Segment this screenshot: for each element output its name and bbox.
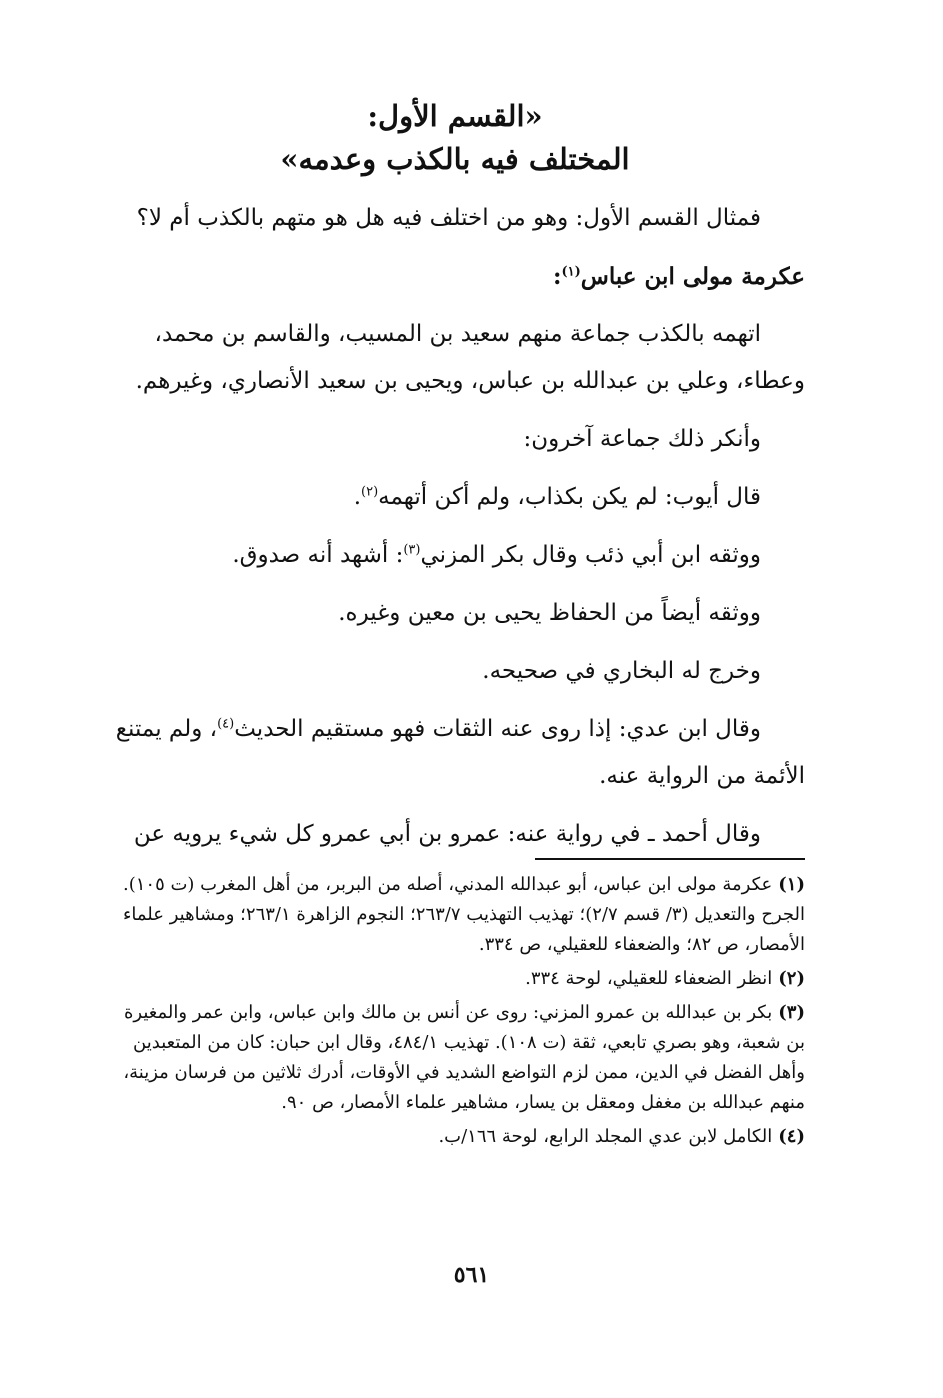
- footnote-3: [105, 998, 805, 1118]
- footnote-ref-4: (٤): [217, 716, 235, 732]
- ibn-adi-end: ، ولم يمتنع الأئمة من الرواية عنه.: [115, 716, 805, 789]
- footnote-1: [105, 870, 805, 960]
- ibn-adi-text: وقال ابن عدي: إذا روى عنه الثقات فهو مستقيم الحديث: [234, 716, 761, 742]
- ibn-main-paragraph: ووثقه أيضاً من الحفاظ يحيى بن معين وغيره.: [338, 600, 761, 626]
- footnote-number: (٢): [778, 968, 805, 989]
- footnote-separator: [535, 858, 805, 860]
- ayyub-end: .: [353, 484, 362, 510]
- ibn-adi-paragraph: [105, 706, 805, 800]
- ayyub-text: قال أيوب: لم يكن بكذاب، ولم أكن أتهمه: [378, 484, 761, 510]
- deniers-paragraph: وأنكر ذلك جماعة آخرون:: [523, 426, 761, 452]
- ibn-abi-dhib-text: ووثقه ابن أبي ذئب وقال بكر المزني: [420, 542, 761, 568]
- footnote-number: (٤): [778, 1126, 805, 1147]
- footnote-ref-1: (١): [561, 264, 581, 280]
- intro-paragraph: فمثال القسم الأول: وهو من اختلف فيه هل هو متهم بالكذب أم لا؟: [136, 205, 761, 231]
- page-number: ٥٦١: [453, 1262, 490, 1288]
- footnote-number: (٣): [778, 1002, 805, 1023]
- footnotes: [105, 868, 805, 1156]
- ibn-abi-dhib-end: : أشهد أنه صدوق.: [232, 542, 404, 568]
- footnote-number: (١): [778, 874, 805, 895]
- ayyub-paragraph: [105, 474, 805, 521]
- subject-name: عكرمة مولى ابن عباس: [580, 263, 805, 290]
- accusers-paragraph: اتهمه بالكذب جماعة منهم سعيد بن المسيب، والقاسم بن محمد، وعطاء، وعلي بن عبدالله بن عباس، ويحيى بن سعيد الأنصاري، وغيرهم.: [135, 321, 805, 394]
- ibn-abi-dhib-paragraph: [105, 532, 805, 579]
- footnote-ref-2: (٢): [361, 484, 379, 500]
- subject-heading: [105, 253, 805, 300]
- ahmad-paragraph: وقال أحمد ـ في رواية عنه: عمرو بن أبي عمرو كل شيء يرويه عن: [133, 821, 761, 847]
- footnote-4: [105, 1122, 805, 1152]
- footnote-ref-3: (٣): [403, 542, 421, 558]
- footnote-text: بكر بن عبدالله بن عمرو المزني: روى عن أنس بن مالك وابن عباس، وابن عمر والمغيرة بن شعبة، وهو بصري تابعي، ثقة (ت ١٠٨). تهذيب ٤٨٤/١، وقال ابن حبان: كان من المتعبدين وأهل الفضل في الدين، ممن لزم التواضع الشديد في الأوقات، أدرك ثلاثين من فرسان مزينة، منهم عبدالله بن مغفل ومعقل بن يسار، مشاهير علماء الأمصار، ص ٩٠.: [123, 1002, 805, 1113]
- footnote-text: انظر الضعفاء للعقيلي، لوحة ٣٣٤.: [525, 968, 773, 989]
- bukhari-paragraph: وخرج له البخاري في صحيحه.: [482, 658, 761, 684]
- footnote-2: [105, 964, 805, 994]
- footnote-text: عكرمة مولى ابن عباس، أبو عبدالله المدني، أصله من البربر، من أهل المغرب (ت ١٠٥). الجرح والتعديل (٣/ قسم ٢/٧)؛ تهذيب التهذيب ٢٦٣/٧؛ النجوم الزاهرة ٢٦٣/١؛ ومشاهير علماء الأمصار، ص ٨٢؛ والضعفاء للعقيلي، ص ٣٣٤.: [122, 874, 805, 955]
- subject-colon: :: [552, 263, 562, 290]
- section-heading-line-2: المختلف فيه بالكذب وعدمه»: [280, 142, 630, 176]
- page-body: [105, 95, 805, 869]
- footnote-text: الكامل لابن عدي المجلد الرابع، لوحة ١٦٦/ب.: [438, 1126, 773, 1147]
- section-heading-line-1: «القسم الأول:: [367, 99, 543, 133]
